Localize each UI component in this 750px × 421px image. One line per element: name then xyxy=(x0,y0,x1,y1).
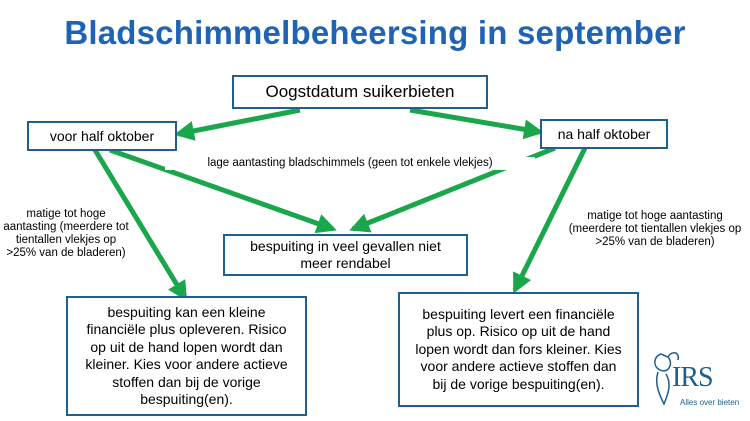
left-node-label: voor half oktober xyxy=(49,128,155,144)
arrow-root-right xyxy=(410,110,540,132)
middle-node-label: bespuiting in veel gevallen niet meer rendabel xyxy=(250,238,441,271)
root-node-label: Oogstdatum suikerbieten xyxy=(265,82,455,101)
logo-text: IRS xyxy=(672,362,713,393)
page-title: Bladschimmelbeheersing in september xyxy=(64,14,686,51)
edge-label-low: lage aantasting bladschimmels (geen tot enkele vlekjes) xyxy=(165,157,535,170)
right-node xyxy=(540,119,668,149)
root-node xyxy=(232,75,488,109)
bottom-left-node-label: bespuiting kan een kleine financiële plus opleveren. Risico op uit de hand lopen wordt dan kleiner. Kies voor andere actieve stoffen dan bij de vorige bespuiting(en). xyxy=(85,303,288,407)
right-node-label: na half oktober xyxy=(557,126,651,142)
edge-label-right-high: matige tot hoge aantasting (meerdere tot tientallen vlekjes op >25% van de bladeren) xyxy=(568,210,742,248)
bottom-right-node xyxy=(398,292,639,407)
edge-label-left-high: matige tot hoge aantasting (meerdere tot tientallen vlekjes op >25% van de bladeren) xyxy=(3,208,129,259)
bottom-left-node xyxy=(66,296,307,416)
left-node xyxy=(27,121,177,151)
logo-tagline: Alles over bieten xyxy=(680,398,740,407)
arrow-root-left xyxy=(178,110,300,134)
middle-node xyxy=(223,234,468,276)
bottom-right-node-label: bespuiting levert een financiële plus op. Risico op uit de hand lopen wordt dan fors kleiner. Kies voor andere actieve stoffen dan bij de vorige bespuiting(en). xyxy=(415,305,622,392)
